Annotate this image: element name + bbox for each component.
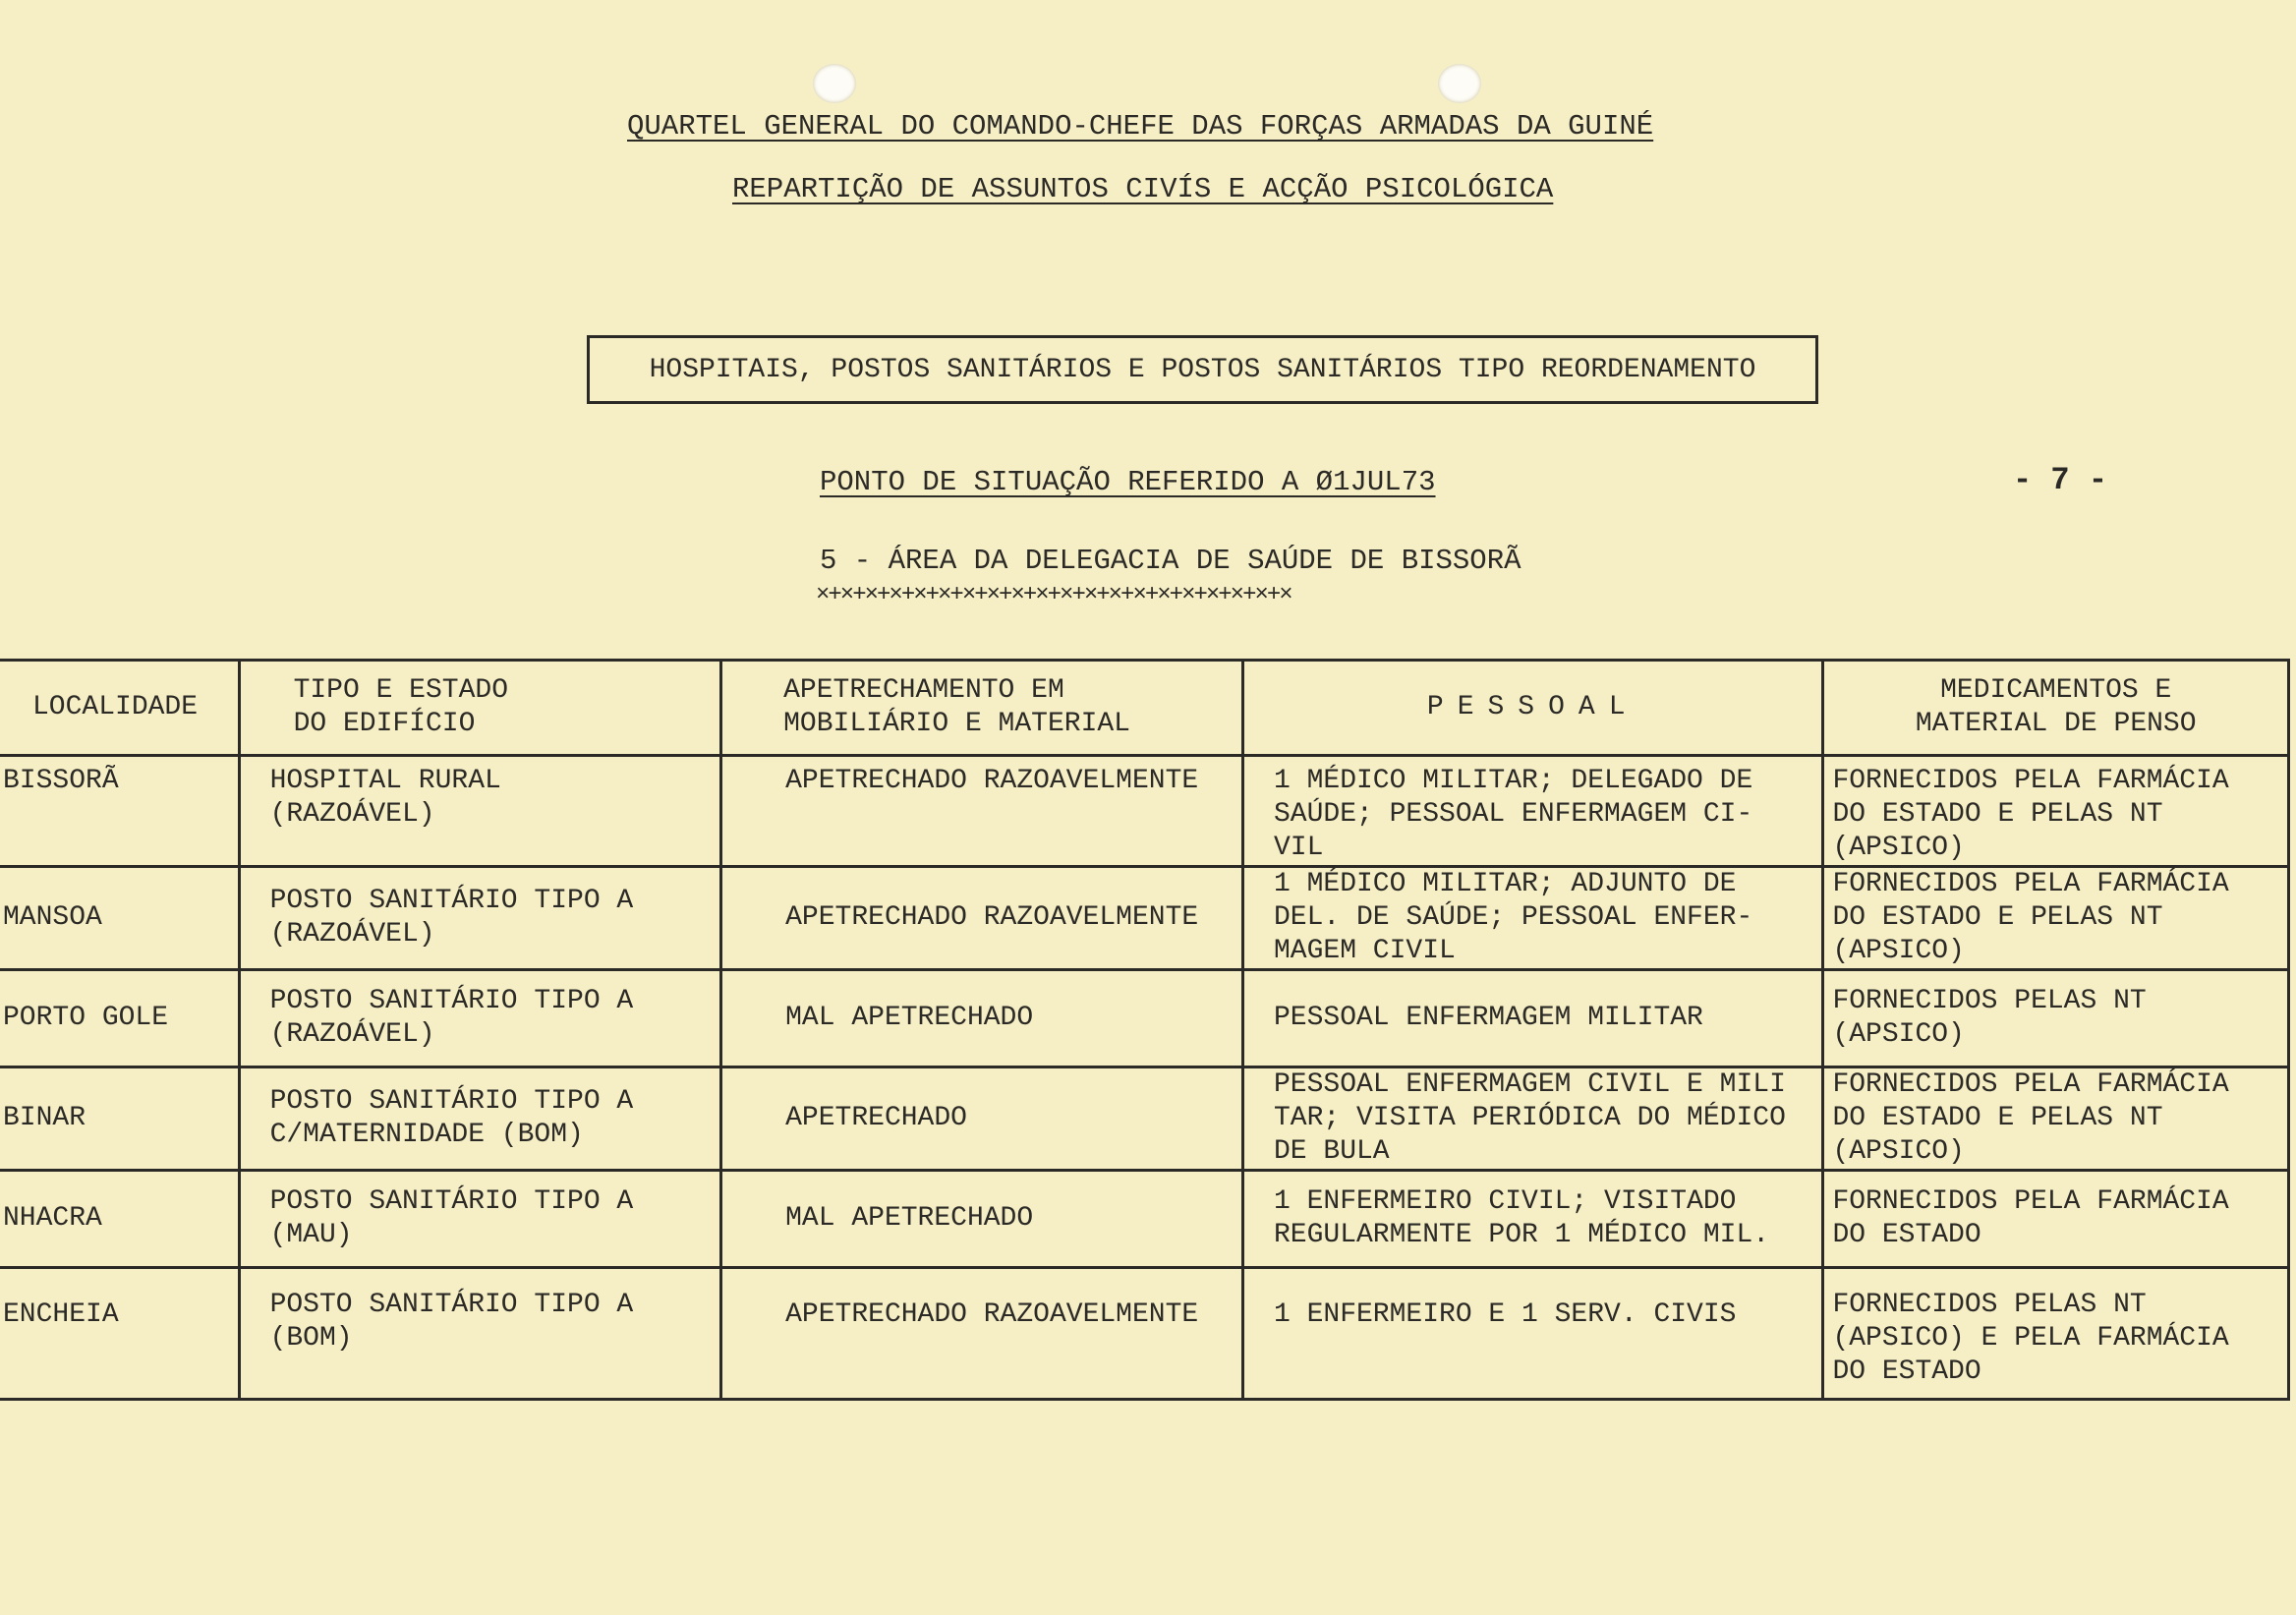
- cell-localidade: PORTO GOLE: [0, 970, 239, 1067]
- cell-apetrechamento: MAL APETRECHADO: [721, 970, 1243, 1067]
- table-row: [0, 1171, 2289, 1268]
- cell-medicamentos: FORNECIDOS PELA FARMÁCIA DO ESTADO E PELAS NT (APSICO): [1823, 867, 2289, 970]
- punch-hole: [1438, 64, 1481, 103]
- cell-pessoal: PESSOAL ENFERMAGEM CIVIL E MILI TAR; VISITA PERIÓDICA DO MÉDICO DE BULA: [1242, 1067, 1822, 1171]
- cell-pessoal: PESSOAL ENFERMAGEM MILITAR: [1242, 970, 1822, 1067]
- table-row: [0, 756, 2289, 867]
- header-line-2: REPARTIÇÃO DE ASSUNTOS CIVÍS E ACÇÃO PSICOLÓGICA: [732, 173, 1554, 205]
- cell-pessoal: 1 MÉDICO MILITAR; ADJUNTO DE DEL. DE SAÚDE; PESSOAL ENFER- MAGEM CIVIL: [1242, 867, 1822, 970]
- cell-tipo: POSTO SANITÁRIO TIPO A C/MATERNIDADE (BOM): [239, 1067, 721, 1171]
- cell-localidade: BINAR: [0, 1067, 239, 1171]
- cell-pessoal: 1 ENFERMEIRO E 1 SERV. CIVIS: [1242, 1268, 1822, 1400]
- cell-pessoal: 1 MÉDICO MILITAR; DELEGADO DE SAÚDE; PESSOAL ENFERMAGEM CI- VIL: [1242, 756, 1822, 867]
- cell-apetrechamento: MAL APETRECHADO: [721, 1171, 1243, 1268]
- section-title: 5 - ÁREA DA DELEGACIA DE SAÚDE DE BISSORÃ: [820, 545, 1521, 577]
- column-header-localidade: LOCALIDADE: [0, 661, 239, 756]
- table-row: [0, 867, 2289, 970]
- table-row: [0, 970, 2289, 1067]
- cell-tipo: POSTO SANITÁRIO TIPO A (MAU): [239, 1171, 721, 1268]
- cell-localidade: ENCHEIA: [0, 1268, 239, 1400]
- cell-medicamentos: FORNECIDOS PELAS NT (APSICO) E PELA FARMÁCIA DO ESTADO: [1823, 1268, 2289, 1400]
- cell-apetrechamento: APETRECHADO RAZOAVELMENTE: [721, 1268, 1243, 1400]
- cell-localidade: MANSOA: [0, 867, 239, 970]
- table-row: [0, 1067, 2289, 1171]
- table-row: [0, 1268, 2289, 1400]
- column-header-medicamentos: MEDICAMENTOS E MATERIAL DE PENSO: [1823, 661, 2289, 756]
- cell-medicamentos: FORNECIDOS PELA FARMÁCIA DO ESTADO: [1823, 1171, 2289, 1268]
- cell-localidade: BISSORÃ: [0, 756, 239, 867]
- cell-tipo: POSTO SANITÁRIO TIPO A (RAZOÁVEL): [239, 867, 721, 970]
- cell-medicamentos: FORNECIDOS PELA FARMÁCIA DO ESTADO E PELAS NT (APSICO): [1823, 1067, 2289, 1171]
- cell-medicamentos: FORNECIDOS PELAS NT (APSICO): [1823, 970, 2289, 1067]
- hospitals-table: [0, 659, 2290, 1401]
- cell-tipo: HOSPITAL RURAL (RAZOÁVEL): [239, 756, 721, 867]
- table-header-row: [0, 661, 2289, 756]
- column-header-tipo: TIPO E ESTADO DO EDIFÍCIO: [239, 661, 721, 756]
- cell-tipo: POSTO SANITÁRIO TIPO A (BOM): [239, 1268, 721, 1400]
- cell-medicamentos: FORNECIDOS PELA FARMÁCIA DO ESTADO E PELAS NT (APSICO): [1823, 756, 2289, 867]
- separator-line: ×+×+×+×+×+×+×+×+×+×+×+×+×+×+×+×+×+×+×+×: [816, 582, 1292, 608]
- column-header-pessoal: PESSOAL: [1242, 661, 1822, 756]
- cell-pessoal: 1 ENFERMEIRO CIVIL; VISITADO REGULARMENTE POR 1 MÉDICO MIL.: [1242, 1171, 1822, 1268]
- column-header-apetrechamento: APETRECHAMENTO EM MOBILIÁRIO E MATERIAL: [721, 661, 1243, 756]
- cell-localidade: NHACRA: [0, 1171, 239, 1268]
- cell-apetrechamento: APETRECHADO: [721, 1067, 1243, 1171]
- punch-hole: [813, 64, 856, 103]
- header-line-1: QUARTEL GENERAL DO COMANDO-CHEFE DAS FORÇAS ARMADAS DA GUINÉ: [627, 110, 1654, 143]
- page-number: - 7 -: [2013, 462, 2108, 498]
- boxed-title: HOSPITAIS, POSTOS SANITÁRIOS E POSTOS SANITÁRIOS TIPO REORDENAMENTO: [587, 335, 1818, 404]
- cell-apetrechamento: APETRECHADO RAZOAVELMENTE: [721, 756, 1243, 867]
- cell-apetrechamento: APETRECHADO RAZOAVELMENTE: [721, 867, 1243, 970]
- cell-tipo: POSTO SANITÁRIO TIPO A (RAZOÁVEL): [239, 970, 721, 1067]
- situation-line: PONTO DE SITUAÇÃO REFERIDO A Ø1JUL73: [820, 466, 1436, 498]
